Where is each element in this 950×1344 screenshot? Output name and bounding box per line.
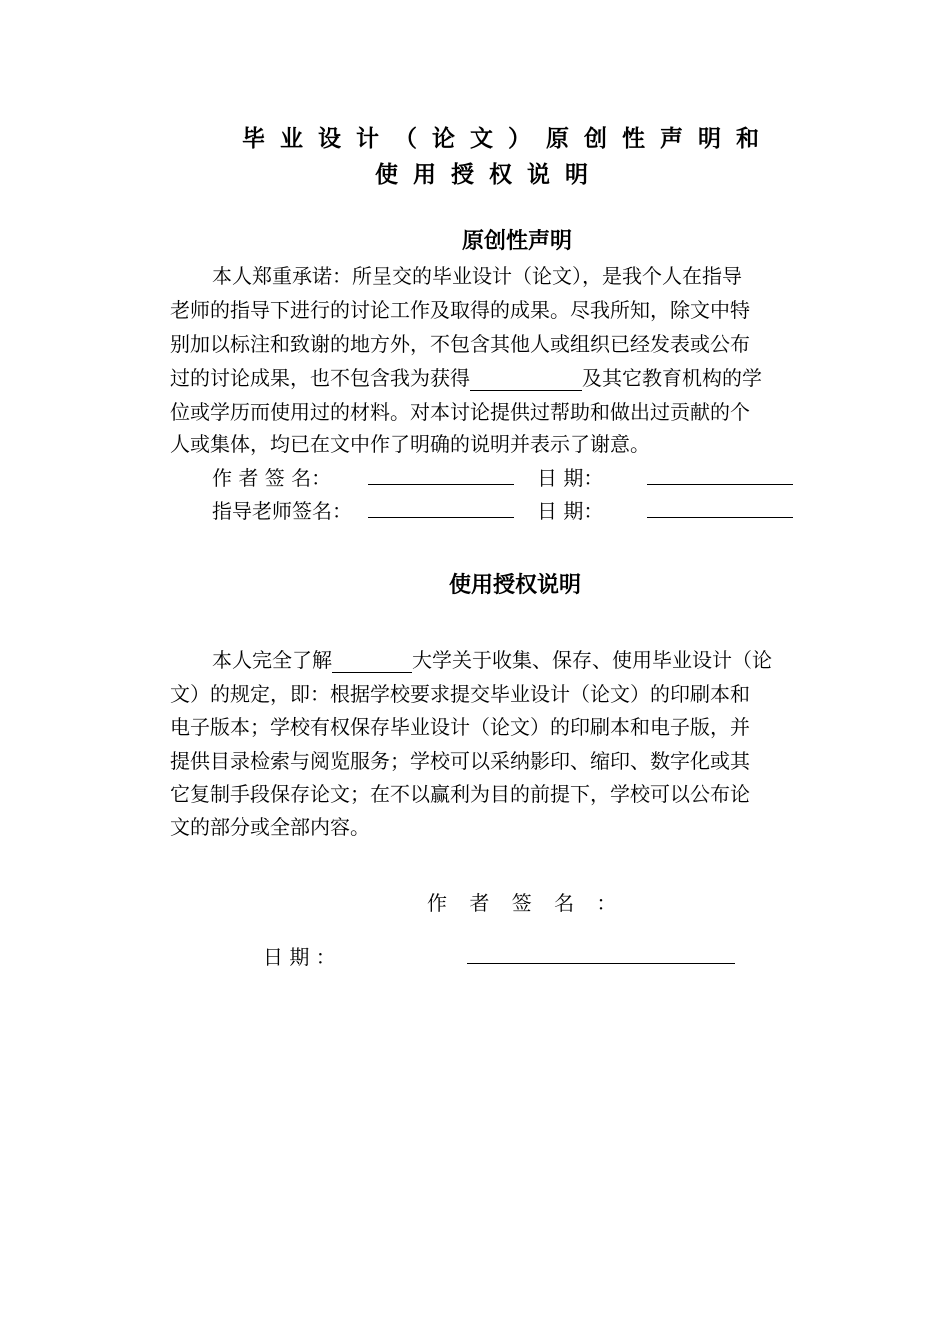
institution-blank[interactable] bbox=[470, 368, 582, 391]
author-date-label: 日 期： bbox=[537, 466, 604, 490]
authorization-line-5: 它复制手段保存论文；在不以赢利为目的前提下，学校可以公布论 bbox=[170, 782, 750, 806]
university-blank[interactable] bbox=[332, 650, 412, 673]
document-title-line2: 使用授权说明 bbox=[375, 162, 603, 188]
authorization-line-1-prefix: 本人完全了解 bbox=[212, 648, 332, 672]
authorization-line-6: 文的部分或全部内容。 bbox=[170, 815, 370, 839]
authorization-author-signature-label: 作 者 签 名 ： bbox=[427, 891, 625, 915]
originality-line-4-prefix: 过的讨论成果，也不包含我为获得 bbox=[170, 366, 470, 390]
advisor-date-field[interactable] bbox=[647, 517, 793, 518]
originality-line-4-suffix: 及其它教育机构的学 bbox=[582, 366, 762, 390]
authorization-date-label: 日 期 ： bbox=[263, 945, 336, 969]
originality-line-4 bbox=[170, 362, 762, 391]
authorization-line-1-suffix: 大学关于收集、保存、使用毕业设计（论 bbox=[412, 648, 772, 672]
advisor-date-label: 日 期： bbox=[537, 499, 604, 523]
originality-line-1: 本人郑重承诺：所呈交的毕业设计（论文），是我个人在指导 bbox=[212, 264, 742, 288]
advisor-signature-field[interactable] bbox=[368, 517, 514, 518]
authorization-line-2: 文）的规定，即：根据学校要求提交毕业设计（论文）的印刷本和 bbox=[170, 682, 750, 706]
originality-line-5: 位或学历而使用过的材料。对本讨论提供过帮助和做出过贡献的个 bbox=[170, 400, 750, 424]
author-date-field[interactable] bbox=[647, 484, 793, 485]
originality-heading: 原创性声明 bbox=[462, 229, 573, 254]
authorization-date-field[interactable] bbox=[467, 963, 735, 964]
originality-line-6: 人或集体，均已在文中作了明确的说明并表示了谢意。 bbox=[170, 432, 650, 456]
authorization-line-3: 电子版本；学校有权保存毕业设计（论文）的印刷本和电子版，并 bbox=[170, 715, 750, 739]
author-signature-label: 作 者 签 名： bbox=[212, 466, 332, 490]
originality-line-3: 别加以标注和致谢的地方外，不包含其他人或组织已经发表或公布 bbox=[170, 332, 750, 356]
authorization-line-4: 提供目录检索与阅览服务；学校可以采纳影印、缩印、数字化或其 bbox=[170, 749, 750, 773]
advisor-signature-label: 指导老师签名： bbox=[212, 499, 352, 523]
document-title-line1: 毕业设计（论文）原创性声明和 bbox=[242, 126, 774, 152]
author-signature-field[interactable] bbox=[368, 484, 514, 485]
authorization-heading: 使用授权说明 bbox=[449, 573, 582, 598]
originality-line-2: 老师的指导下进行的讨论工作及取得的成果。尽我所知，除文中特 bbox=[170, 298, 750, 322]
authorization-line-1 bbox=[212, 644, 772, 673]
